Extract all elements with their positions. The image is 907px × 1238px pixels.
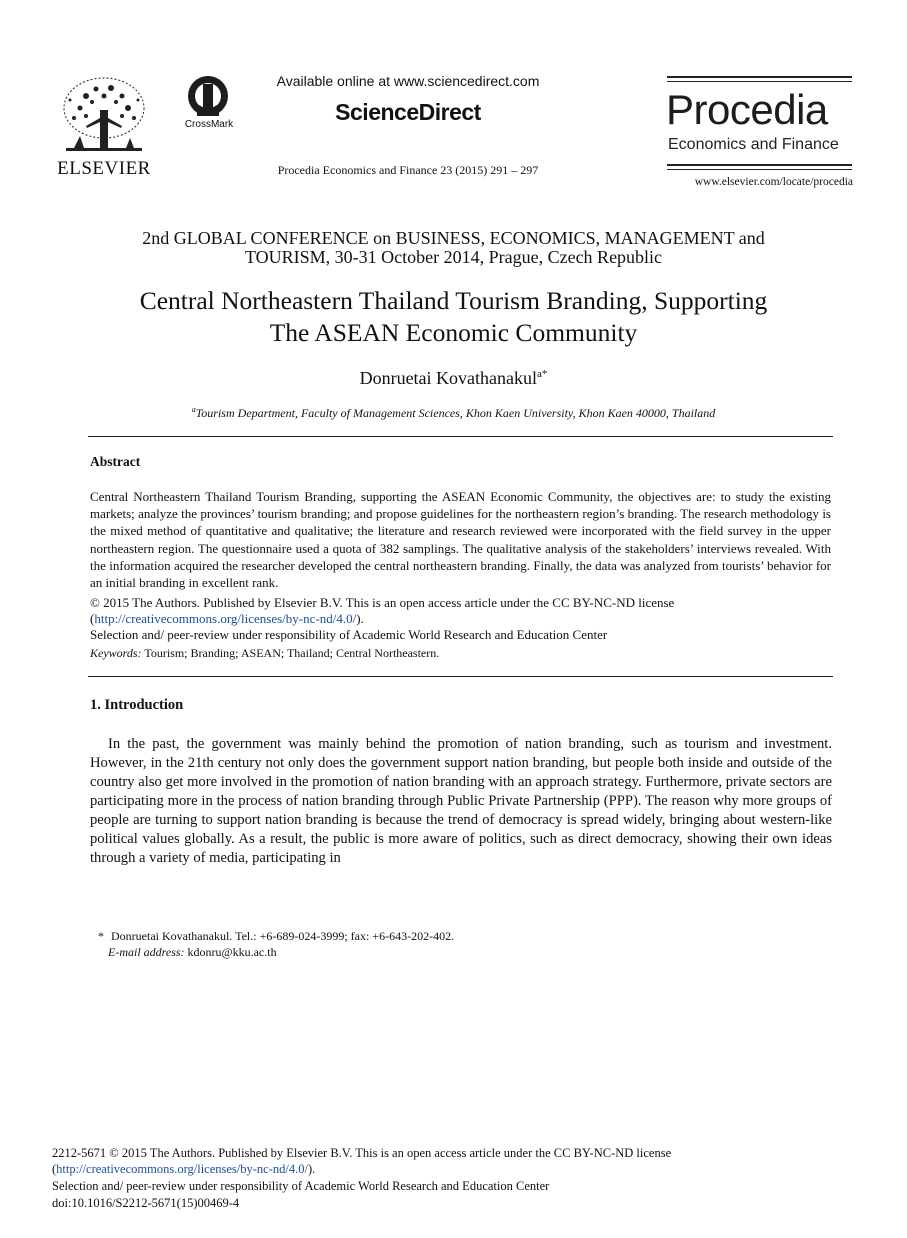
article-title-line-2: The ASEAN Economic Community <box>269 318 638 347</box>
author-name: Donruetai Kovathanakul <box>359 368 538 388</box>
footer-license-link[interactable]: http://creativecommons.org/licenses/by-nc-nd/4.0/ <box>56 1162 308 1176</box>
footer-doi[interactable]: doi:10.1016/S2212-5671(15)00469-4 <box>52 1196 240 1210</box>
journal-url[interactable]: www.elsevier.com/locate/procedia <box>694 176 853 188</box>
crossmark-badge[interactable] <box>180 74 240 134</box>
article-title-line-1: Central Northeastern Thailand Tourism Branding, Supporting <box>139 286 768 315</box>
footer-issn: 2212-5671 © 2015 The Authors. Published by Elsevier B.V. This is an open access article under the CC BY-NC-ND license <box>52 1146 672 1160</box>
abstract-top-rule <box>88 436 833 437</box>
affiliation <box>60 405 847 421</box>
footnote-contact: Donruetai Kovathanakul. Tel.: +6-689-024-3999; fax: +6-643-202-402. <box>111 929 455 943</box>
abstract-heading: Abstract <box>90 454 141 469</box>
abstract-body: Central Northeastern Thailand Tourism Branding, supporting the ASEAN Economic Community, the objectives are: to study the existing markets; analyze the provinces’ tourism branding; and propose guidelines for the northeastern region’s branding. The research methodology is the mixed method of quantitative and qualitative; the literature and research reviewed were incorporated with the field survey in the upper northeastern region. The questionnaire used a quota of 382 samplings. The qualitative analysis of the stakeholders’ interviews revealed. With the information acquired the researcher developed the central northeastern branding. Finally, the data was analyzed from tourists’ behavior for an initial branding in excellent rank. <box>90 489 831 591</box>
sciencedirect-brand[interactable]: ScienceDirect <box>335 99 481 125</box>
footer-peer-review: Selection and/ peer-review under responsibility of Academic World Research and Education Center <box>52 1179 550 1193</box>
procedia-brand: Procedia <box>666 86 828 133</box>
abstract-copyright: © 2015 The Authors. Published by Elsevier B.V. This is an open access article under the CC BY-NC-ND license <box>90 595 675 610</box>
email-label: E-mail address: <box>108 945 185 959</box>
corresponding-author-footnote <box>98 928 798 944</box>
procedia-bottom-rule-1 <box>667 164 852 166</box>
introduction-heading: 1. Introduction <box>90 697 184 713</box>
conference-line-2: TOURISM, 30-31 October 2014, Prague, Czech Republic <box>244 247 663 267</box>
keywords-label: Keywords: <box>90 646 142 660</box>
abstract-license-link[interactable]: http://creativecommons.org/licenses/by-nc-nd/4.0/ <box>94 611 357 626</box>
keywords-line <box>90 645 831 661</box>
email-address[interactable]: kdonru@kku.ac.th <box>187 945 277 959</box>
affiliation-text: Tourism Department, Faculty of Management Sciences, Khon Kaen University, Khon Kaen 40000, Thailand <box>195 406 716 420</box>
procedia-top-rule-1 <box>667 76 852 78</box>
author-line <box>160 368 747 389</box>
elsevier-logo <box>56 74 152 178</box>
journal-citation: Procedia Economics and Finance 23 (2015) 291 – 297 <box>277 163 539 177</box>
author-marks: a* <box>537 368 548 380</box>
footer-license-open: ( <box>52 1162 57 1176</box>
keywords-values: Tourism; Branding; ASEAN; Thailand; Central Northeastern. <box>144 646 440 660</box>
introduction-paragraph: In the past, the government was mainly behind the promotion of nation branding, such as tourism and investment. However, in the 21th century not only does the government support nation branding, but people both inside and outside of the country also get more involved in the promotion of nation branding with an approach strategy. Furthermore, private sectors are participating more in the process of nation branding through Public Private Partnership (PPP). The reason why more groups of people are turning to support nation branding is because the trend of democracy is spread widely, bringing about western-like political values globally. As a result, the public is more aware of politics, such as direct democracy, showing their own ideas through a variety of media, participating in <box>90 736 832 866</box>
available-online: Available online at www.sciencedirect.com <box>276 73 540 89</box>
footer-license <box>52 1161 872 1177</box>
crossmark-label: CrossMark <box>184 119 234 130</box>
elsevier-tree-icon <box>56 74 152 158</box>
abstract-bottom-rule <box>88 676 833 677</box>
abstract-license-close: ). <box>356 611 364 626</box>
crossmark-icon <box>180 74 240 118</box>
conference-line-1: 2nd GLOBAL CONFERENCE on BUSINESS, ECONOMICS, MANAGEMENT and <box>142 228 765 248</box>
abstract-license <box>90 610 831 627</box>
procedia-bottom-rule-2 <box>667 169 852 170</box>
procedia-top-rule-2 <box>667 81 852 82</box>
procedia-subtitle: Economics and Finance <box>668 136 839 153</box>
abstract-peer-review: Selection and/ peer-review under responsibility of Academic World Research and Education Center <box>90 627 608 642</box>
elsevier-wordmark: ELSEVIER <box>57 158 151 179</box>
footer-license-close: ). <box>307 1162 316 1176</box>
abstract-license-open: ( <box>90 611 95 626</box>
email-footnote <box>108 944 808 960</box>
footnote-star: * <box>98 929 104 943</box>
affiliation-mark: a <box>191 405 196 414</box>
